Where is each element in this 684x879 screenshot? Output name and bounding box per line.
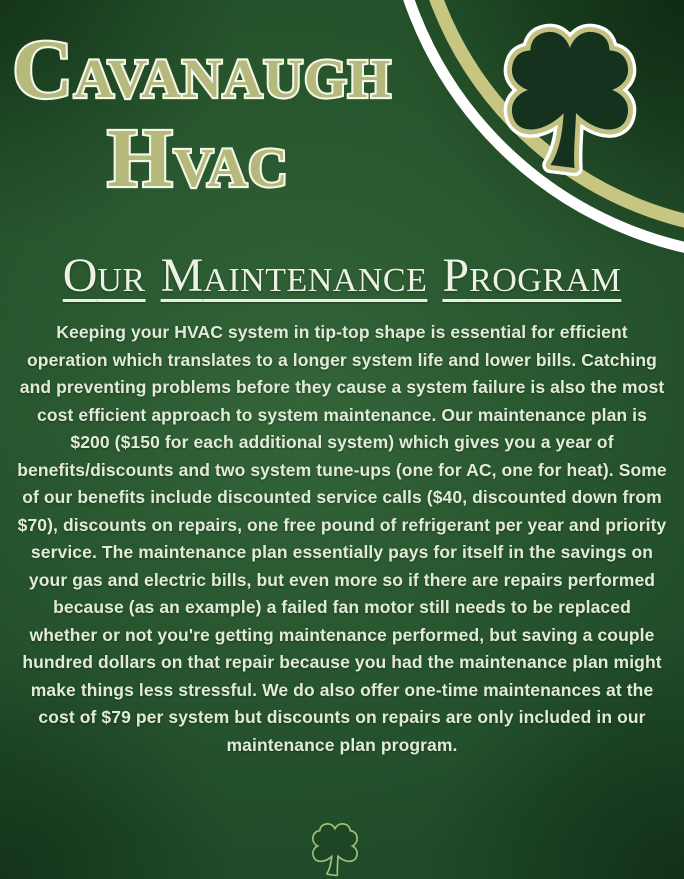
heading-word <box>62 249 146 302</box>
heading-initial: O <box>62 249 98 302</box>
heading-rest: AINTENANCE <box>203 262 428 299</box>
brand-line-1: CAVANAUGH <box>12 23 392 116</box>
heading-rest: ROGRAM <box>469 262 622 299</box>
heading-rest: UR <box>97 262 146 299</box>
brand-line-2: HVAC <box>107 112 289 205</box>
shamrock-icon-top-right <box>512 32 628 168</box>
shamrock-icon-bottom <box>314 825 357 875</box>
heading-initial: M <box>160 249 204 302</box>
heading-initial: P <box>442 249 470 302</box>
heading-word <box>160 249 428 302</box>
brand-title <box>0 0 440 215</box>
body-paragraph: Keeping your HVAC system in tip-top shape is essential for efficient operation which translates to a longer system life and lower bills. Catching and preventing problems before they cause a system failure is also the most cost efficient approach to system maintenance. Our maintenance plan is $200 ($150 for each additional system) which gives you a year of benefits/discounts and two system tune-ups (one for AC, one for heat). Some of our benefits include discounted service calls ($40, discounted down from $70), discounts on repairs, one free pound of refrigerant per year and priority service. The maintenance plan essentially pays for itself in the savings on your gas and electric bills, but even more so if there are repairs performed because (as an example) a failed fan motor still needs to be replaced whether or not you're getting maintenance performed, but saving a couple hundred dollars on that repair because you had the maintenance plan might make things less stressful. We do also offer one-time maintenances at the cost of $79 per system but discounts on repairs are only included in our maintenance plan program. <box>17 322 667 755</box>
heading-word <box>442 249 622 302</box>
page-heading <box>0 249 684 302</box>
